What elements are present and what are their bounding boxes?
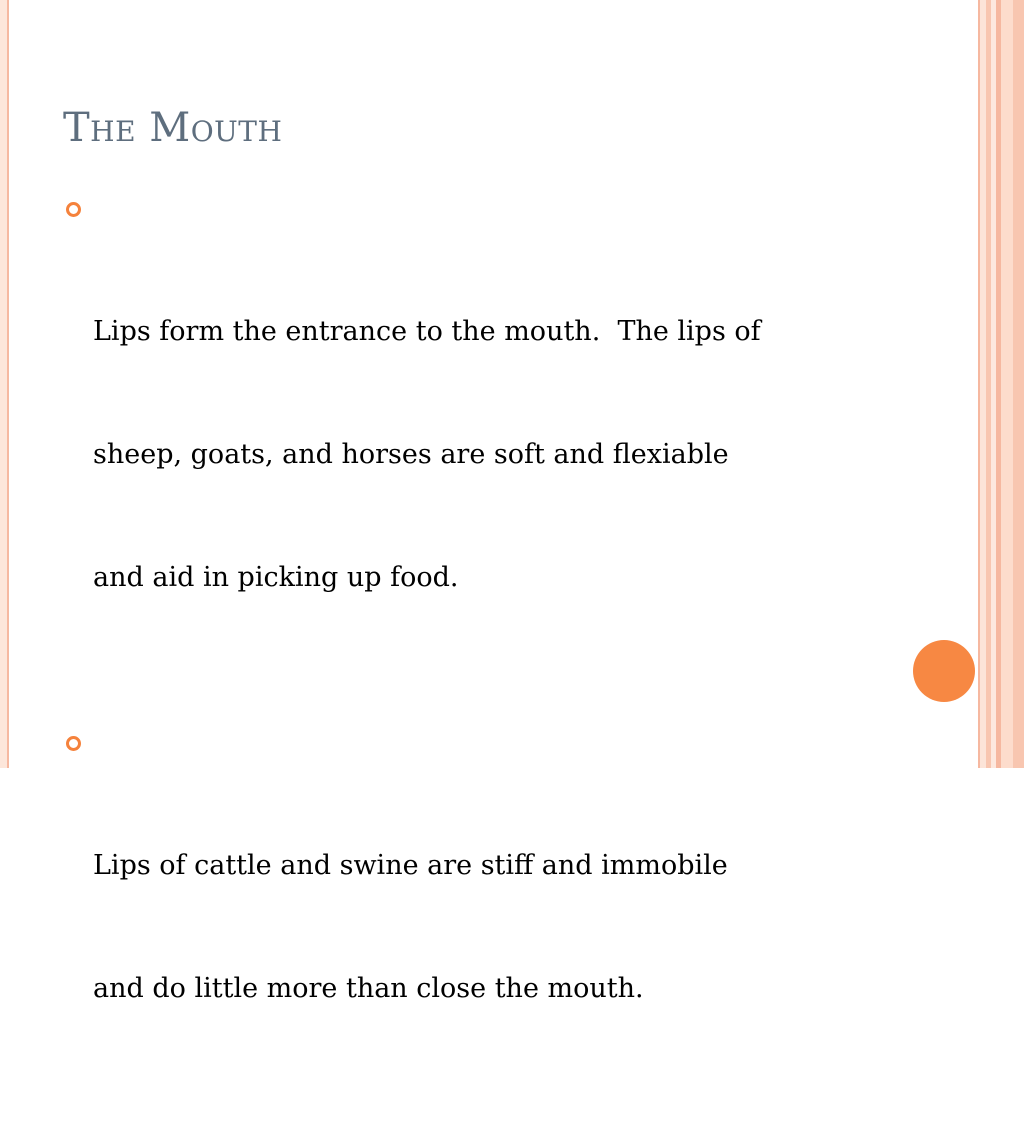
slide-title: The Mouth [63, 105, 283, 151]
left-border-decoration [0, 0, 9, 768]
right-border-stripe [1013, 0, 1024, 768]
bullet-text-line: Lips of cattle and swine are stiff and immobile [93, 850, 728, 881]
right-border-stripe [978, 0, 986, 768]
bullet-text-line: sheep, goats, and horses are soft and flexiable [93, 439, 729, 470]
bullet-item [63, 722, 883, 1091]
accent-circle-decoration [913, 640, 975, 702]
bullet-circle-icon [66, 736, 81, 751]
right-border-stripe [1001, 0, 1013, 768]
bullet-list [63, 188, 883, 1133]
bullet-item [63, 188, 883, 680]
bullet-circle-icon [66, 202, 81, 217]
bullet-text-line: and do little more than close the mouth. [93, 973, 644, 1004]
bullet-text-line: Lips form the entrance to the mouth. The lips of [93, 316, 761, 347]
bullet-text-line: and aid in picking up food. [93, 562, 459, 593]
